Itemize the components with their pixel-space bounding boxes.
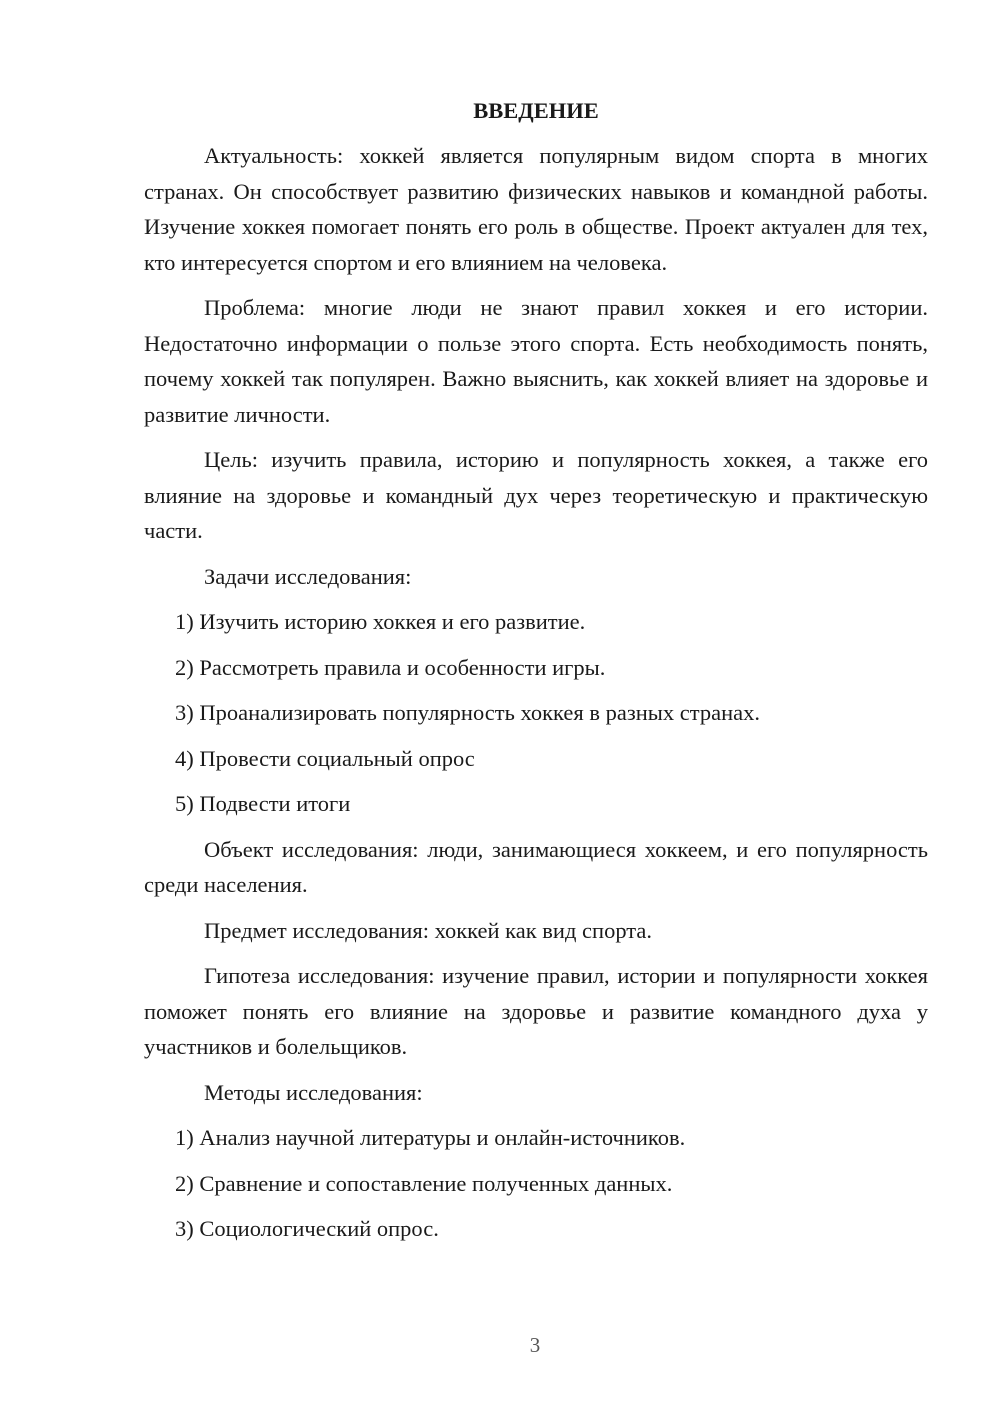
page-number: 3	[529, 1333, 541, 1357]
problem-paragraph: Проблема: многие люди не знают правил хоккея и его истории. Недостаточно информации о пользе этого спорта. Есть необходимость понять, почему хоккей так популярен. Важно выяснить, как хоккей влияет на здоровье и развитие личности.	[144, 295, 928, 427]
page-title: ВВЕДЕНИЕ	[473, 98, 599, 123]
list-item: 2) Сравнение и сопоставление полученных данных.	[175, 1170, 673, 1196]
methods-heading: Методы исследования:	[204, 1079, 423, 1105]
document-body	[144, 92, 928, 1257]
list-item: 5) Подвести итоги	[175, 791, 351, 816]
list-item: 4) Провести социальный опрос	[175, 745, 475, 771]
list-item: 1) Анализ научной литературы и онлайн-источников.	[175, 1125, 686, 1150]
goal-paragraph: Цель: изучить правила, историю и популярность хоккея, а также его влияние на здоровье и командный дух через теоретическую и практическую части.	[144, 447, 928, 543]
list-item: 2) Рассмотреть правила и особенности игры.	[175, 654, 606, 680]
subject-paragraph: Предмет исследования: хоккей как вид спорта.	[204, 917, 652, 943]
relevance-paragraph: Актуальность: хоккей является популярным видом спорта в многих странах. Он способствует развитию физических навыков и командной работы. Изучение хоккея помогает понять его роль в обществе. Проект актуален для тех, кто интересуется спортом и его влиянием на человека.	[144, 143, 928, 275]
list-item: 3) Проанализировать популярность хоккея в разных странах.	[175, 700, 760, 725]
list-item: 3) Социологический опрос.	[175, 1216, 439, 1241]
list-item: 1) Изучить историю хоккея и его развитие.	[175, 609, 586, 634]
tasks-heading: Задачи исследования:	[204, 563, 412, 589]
object-paragraph: Объект исследования: люди, занимающиеся хоккеем, и его популярность среди населения.	[144, 836, 928, 897]
hypothesis-paragraph: Гипотеза исследования: изучение правил, истории и популярности хоккея поможет понять его влияние на здоровье и развитие командного духа у участников и болельщиков.	[144, 963, 928, 1059]
tasks-list	[144, 604, 928, 822]
methods-list	[144, 1120, 928, 1247]
